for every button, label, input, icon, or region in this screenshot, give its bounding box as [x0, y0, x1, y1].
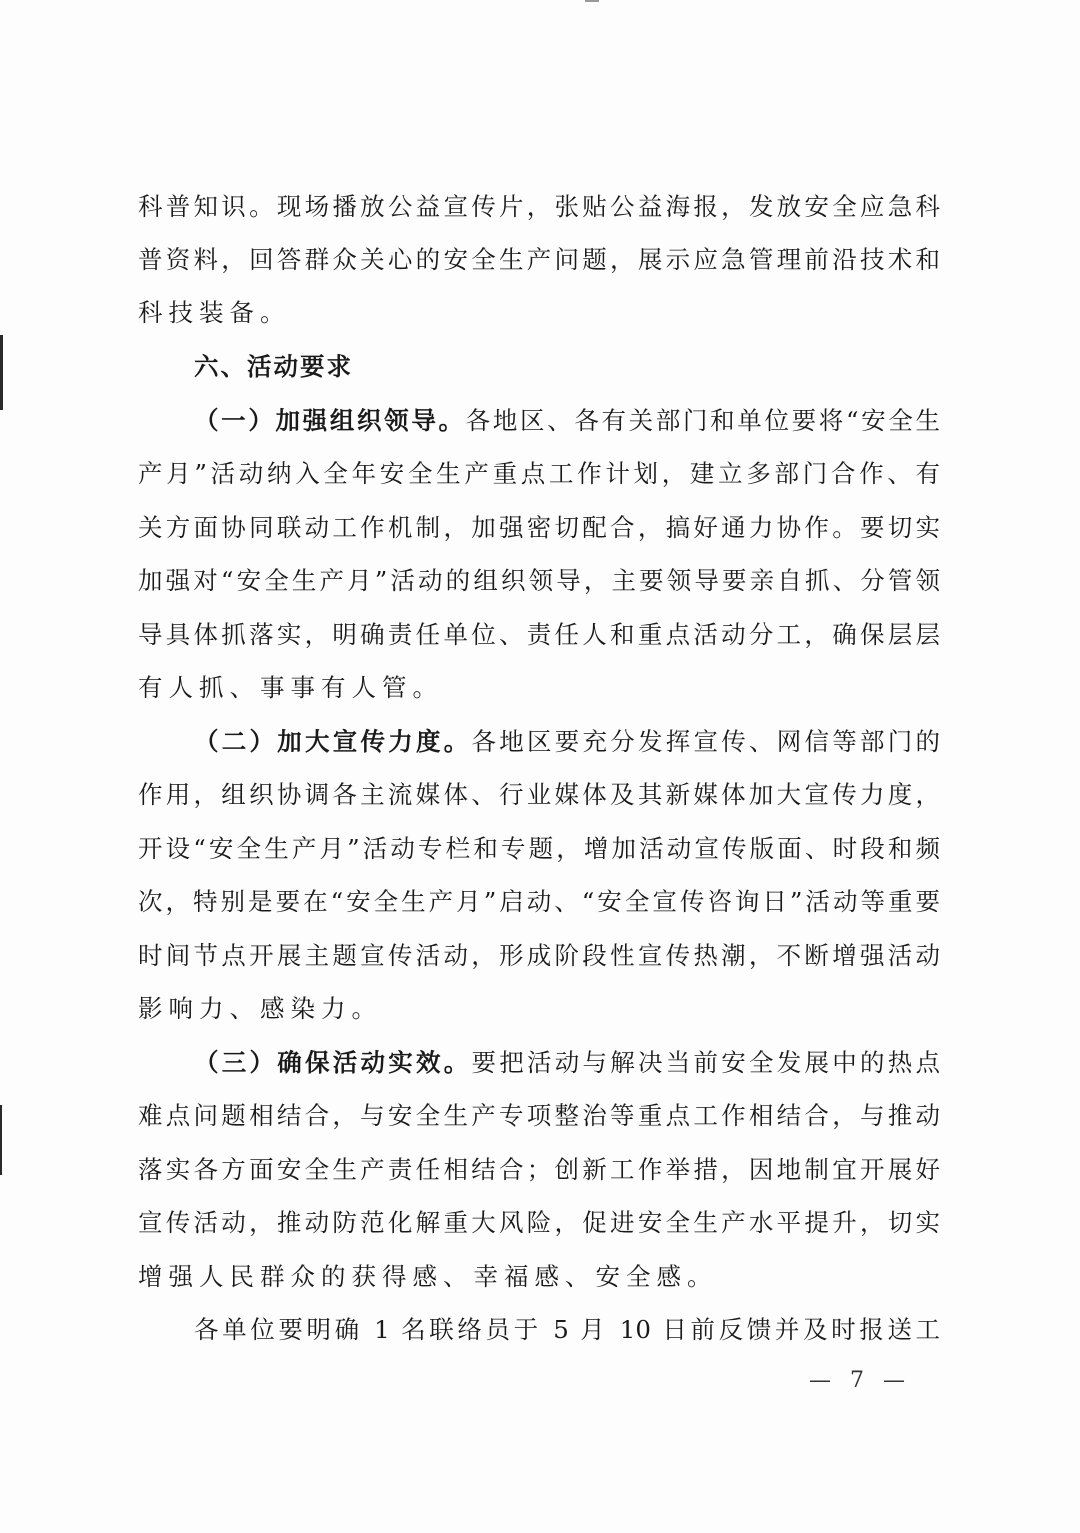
- paragraph-text: 要把活动与解决当前安全发展中的热点: [471, 1048, 940, 1077]
- paragraph-line: 有人抓、事事有人管。: [138, 673, 443, 702]
- paragraph-text: 各地区、各有关部门和单位要将“安全生: [465, 406, 940, 435]
- paragraph-line: [194, 724, 940, 760]
- subsection-lead: （一）加强组织领导。: [194, 406, 466, 435]
- scan-edge-mark: [0, 1105, 2, 1175]
- scan-artifact: [585, 0, 599, 2]
- page-number: — 7 —: [809, 1368, 911, 1393]
- section-heading: 六、活动要求: [194, 352, 353, 381]
- paragraph-line: 增强人民群众的获得感、幸福感、安全感。: [138, 1262, 718, 1291]
- paragraph-line: 导具体抓落实，明确责任单位、责任人和重点活动分工，确保层层: [138, 620, 940, 649]
- paragraph-text: 各地区要充分发挥宣传、网信等部门的: [471, 727, 940, 756]
- paragraph-line: 产月”活动纳入全年安全生产重点工作计划，建立多部门合作、有: [138, 459, 940, 488]
- paragraph-line: 作用，组织协调各主流媒体、行业媒体及其新媒体加大宣传力度，: [138, 780, 940, 809]
- paragraph-line: 落实各方面安全生产责任相结合；创新工作举措，因地制宜开展好: [138, 1155, 940, 1184]
- paragraph-line: 难点问题相结合，与安全生产专项整治等重点工作相结合，与推动: [138, 1101, 940, 1130]
- paragraph-line: 普资料，回答群众关心的安全生产问题，展示应急管理前沿技术和: [138, 245, 940, 274]
- paragraph-line: 影响力、感染力。: [138, 994, 382, 1023]
- paragraph-line: 关方面协同联动工作机制，加强密切配合，搞好通力协作。要切实: [138, 513, 940, 542]
- paragraph-line: 宣传活动，推动防范化解重大风险，促进安全生产水平提升，切实: [138, 1208, 940, 1237]
- paragraph-line: 科技装备。: [138, 298, 291, 327]
- paragraph-line: [194, 1045, 940, 1081]
- paragraph-line: [194, 403, 940, 439]
- paragraph-line: 各单位要明确 1 名联络员于 5 月 10 日前反馈并及时报送工: [194, 1315, 940, 1344]
- subsection-lead: （三）确保活动实效。: [194, 1048, 472, 1077]
- paragraph-line: 科普知识。现场播放公益宣传片，张贴公益海报，发放安全应急科: [138, 192, 940, 221]
- subsection-lead: （二）加大宣传力度。: [194, 727, 472, 756]
- scan-edge-mark: [0, 335, 3, 410]
- paragraph-line: 开设“安全生产月”活动专栏和专题，增加活动宣传版面、时段和频: [138, 834, 940, 863]
- paragraph-line: 时间节点开展主题宣传活动，形成阶段性宣传热潮，不断增强活动: [138, 941, 940, 970]
- paragraph-line: 加强对“安全生产月”活动的组织领导，主要领导要亲自抓、分管领: [138, 566, 940, 595]
- paragraph-line: 次，特别是要在“安全生产月”启动、“安全宣传咨询日”活动等重要: [138, 887, 940, 916]
